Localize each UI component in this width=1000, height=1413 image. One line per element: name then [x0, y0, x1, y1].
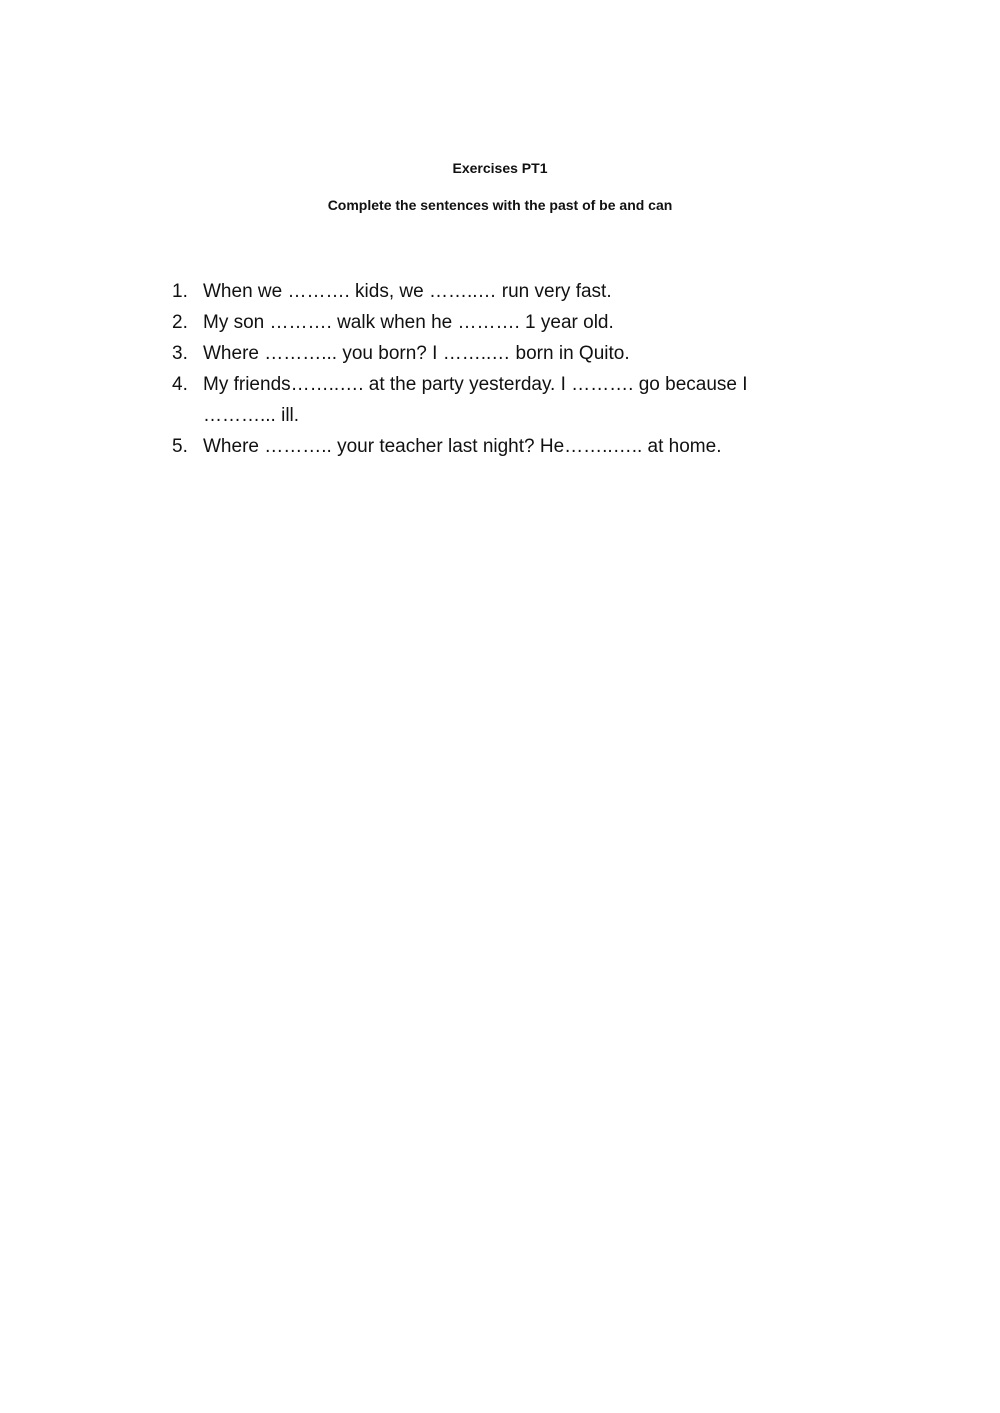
- item-number: 3.: [172, 343, 188, 364]
- exercise-item-4: [172, 369, 822, 431]
- exercise-item-5: [172, 431, 822, 462]
- item-number: 4.: [172, 374, 188, 395]
- exercise-item-1: [172, 276, 822, 307]
- item-text: When we ………. kids, we ……..… run very fast.: [203, 281, 612, 302]
- item-text: My son ………. walk when he ………. 1 year old.: [203, 312, 614, 333]
- item-number: 1.: [172, 281, 188, 302]
- item-number: 2.: [172, 312, 188, 333]
- item-text: My friends……..…. at the party yesterday. I ………. go because I ………... ill.: [203, 374, 748, 426]
- item-text: Where ………... you born? I ……..… born in Quito.: [203, 343, 630, 364]
- item-text: Where ……….. your teacher last night? He……..….. at home.: [203, 436, 722, 457]
- instructions: Complete the sentences with the past of be and can: [327, 197, 673, 213]
- exercise-item-2: [172, 307, 822, 338]
- exercise-item-3: [172, 338, 822, 369]
- item-number: 5.: [172, 436, 188, 457]
- exercise-list: [172, 276, 822, 462]
- page-title: Exercises PT1: [452, 160, 548, 176]
